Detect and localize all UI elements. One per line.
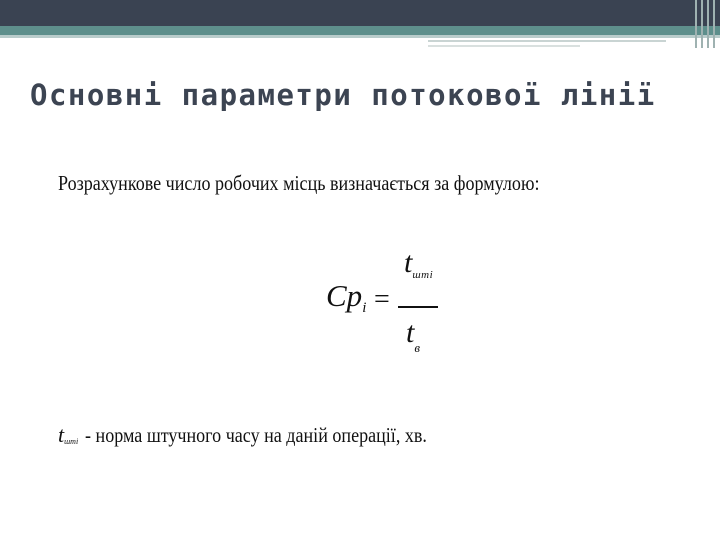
header-bar <box>0 0 720 26</box>
slide-title: Основні параметри потокової лінії <box>30 78 656 112</box>
decorative-line <box>428 40 666 42</box>
formula-lhs <box>326 278 366 314</box>
definition-symbol-main: t <box>58 422 65 447</box>
formula-denominator-main: t <box>406 316 415 349</box>
header-accent-line <box>0 35 720 38</box>
formula-numerator-sub: штi <box>412 269 434 281</box>
corner-decoration <box>695 0 720 48</box>
formula-numerator-main: t <box>404 246 413 279</box>
formula-denominator-sub: в <box>414 340 420 355</box>
formula-equals: = <box>374 284 390 315</box>
formula-denominator <box>406 316 420 355</box>
formula-lhs-main: Cp <box>326 278 363 313</box>
intro-text: Розрахункове число робочих місць визначається за формулою: <box>58 171 540 195</box>
fraction-bar <box>398 306 438 308</box>
formula-lhs-sub: i <box>362 300 367 316</box>
definition-symbol <box>58 422 78 447</box>
formula <box>326 246 446 371</box>
definition-text: - норма штучного часу на даній операції, хв. <box>84 423 427 447</box>
decorative-line <box>428 45 580 47</box>
header-accent-band <box>0 26 720 35</box>
definition-line <box>58 422 482 448</box>
definition-symbol-sub: штi <box>64 437 79 446</box>
formula-numerator <box>404 246 433 280</box>
